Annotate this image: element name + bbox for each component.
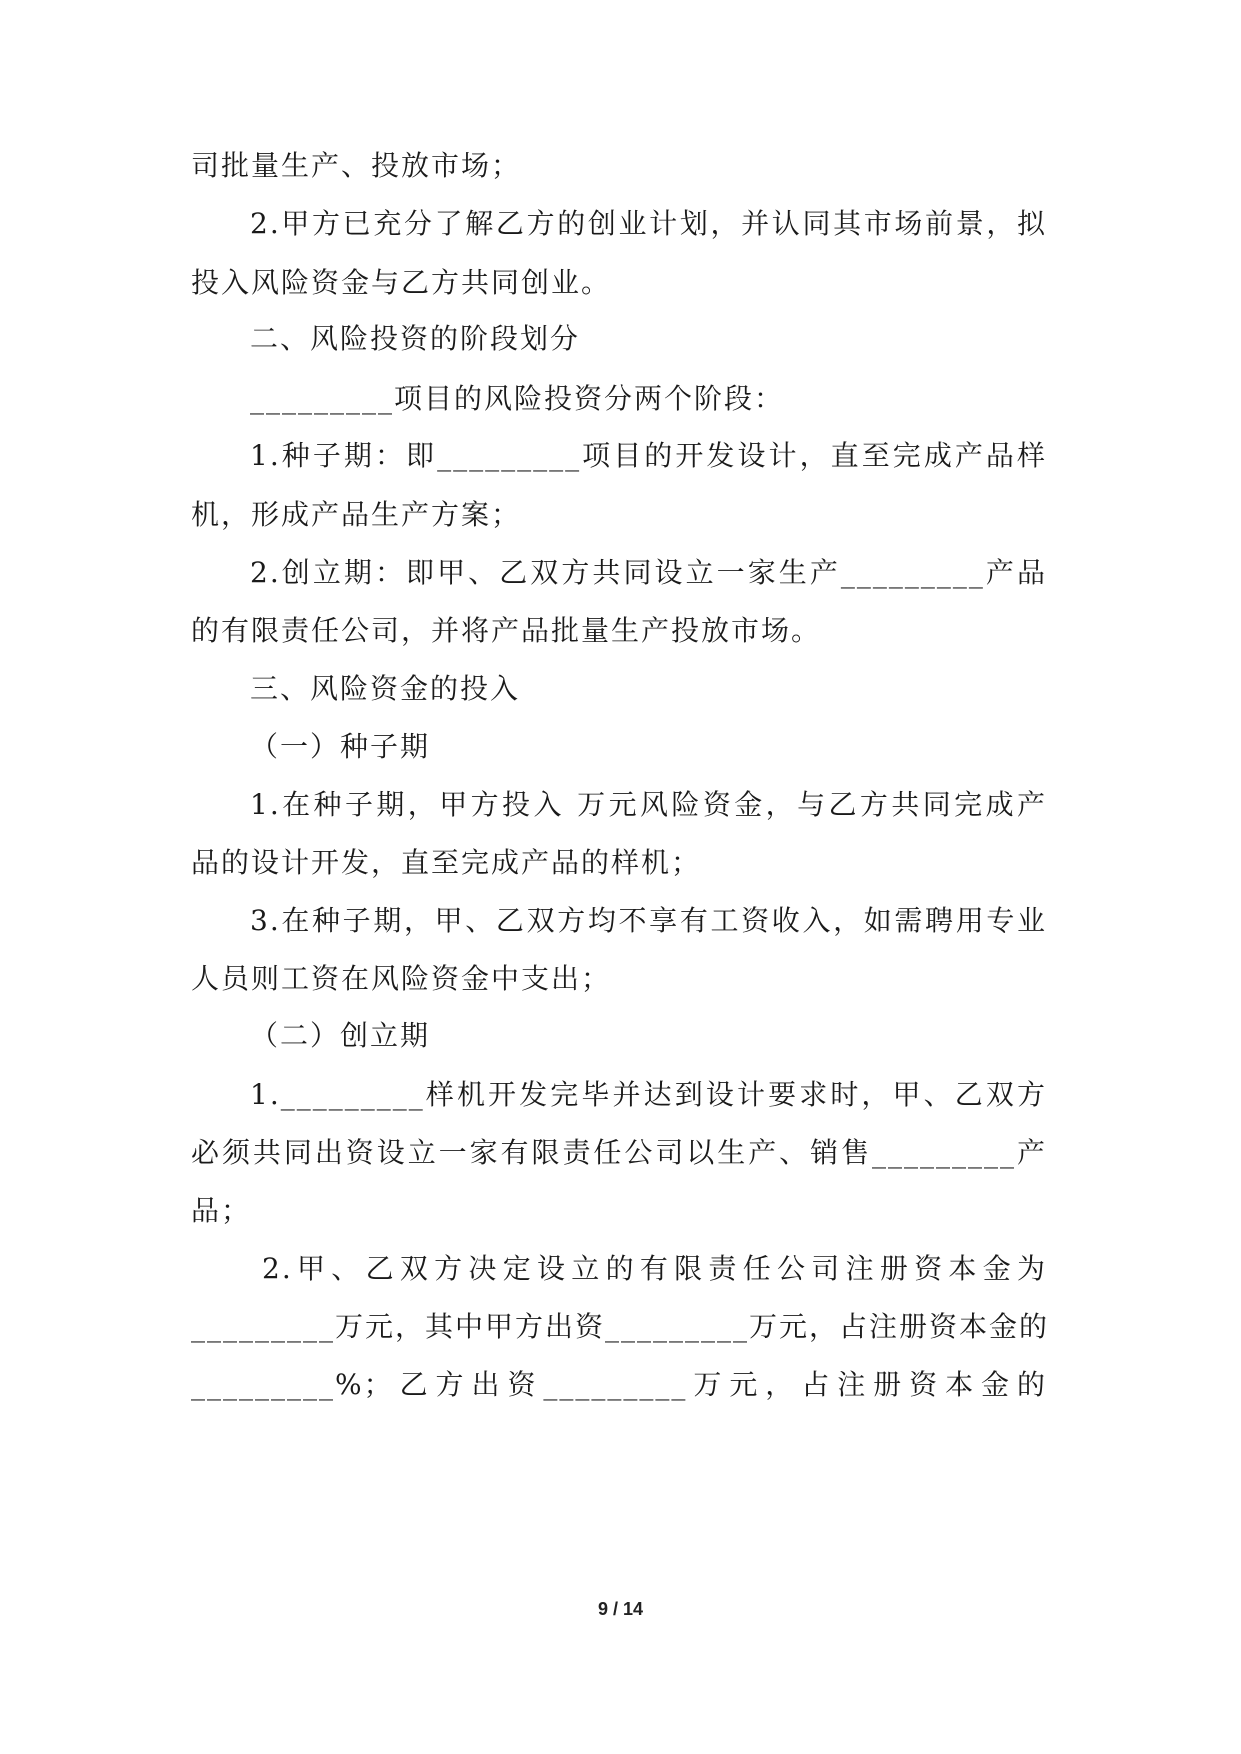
- text-line: 2.创立期：即甲、乙双方共同设立一家生产_________产品: [250, 556, 1047, 589]
- text-line: 2.甲方已充分了解乙方的创业计划，并认同其市场前景，拟: [250, 207, 1047, 240]
- text-line: _________万元，其中甲方出资_________万元，占注册资本金的: [191, 1310, 1050, 1343]
- text-line: 人员则工资在风险资金中支出；: [191, 962, 612, 995]
- text-line: 1.种子期：即_________项目的开发设计，直至完成产品样: [250, 439, 1047, 472]
- text-line: 3.在种子期，甲、乙双方均不享有工资收入，如需聘用专业: [250, 904, 1047, 937]
- text-line: 1.在种子期，甲方投入 万元风险资金，与乙方共同完成产: [250, 788, 1047, 821]
- subsection-heading: （二）创立期: [250, 1019, 431, 1052]
- text-line: 1._________样机开发完毕并达到设计要求时，甲、乙双方: [250, 1078, 1047, 1111]
- page-number: 9 / 14: [597, 1599, 644, 1619]
- text-line: 投入风险资金与乙方共同创业。: [191, 266, 612, 299]
- text-line: _________项目的风险投资分两个阶段：: [250, 382, 785, 415]
- text-line: 机，形成产品生产方案；: [191, 498, 522, 531]
- text-line: 品的设计开发，直至完成产品的样机；: [191, 846, 702, 879]
- text-line: 品；: [191, 1194, 252, 1227]
- section-heading: 二、风险投资的阶段划分: [250, 322, 581, 355]
- text-line: _________%；乙方出资_________万元，占注册资本金的: [191, 1368, 1047, 1401]
- text-line: 的有限责任公司，并将产品批量生产投放市场。: [191, 614, 822, 647]
- subsection-heading: （一）种子期: [250, 730, 431, 763]
- section-heading: 三、风险资金的投入: [250, 672, 521, 705]
- text-line: 2.甲、乙双方决定设立的有限责任公司注册资本金为: [262, 1252, 1047, 1285]
- text-line: 必须共同出资设立一家有限责任公司以生产、销售_________产: [191, 1136, 1047, 1169]
- text-line: 司批量生产、投放市场；: [191, 149, 522, 182]
